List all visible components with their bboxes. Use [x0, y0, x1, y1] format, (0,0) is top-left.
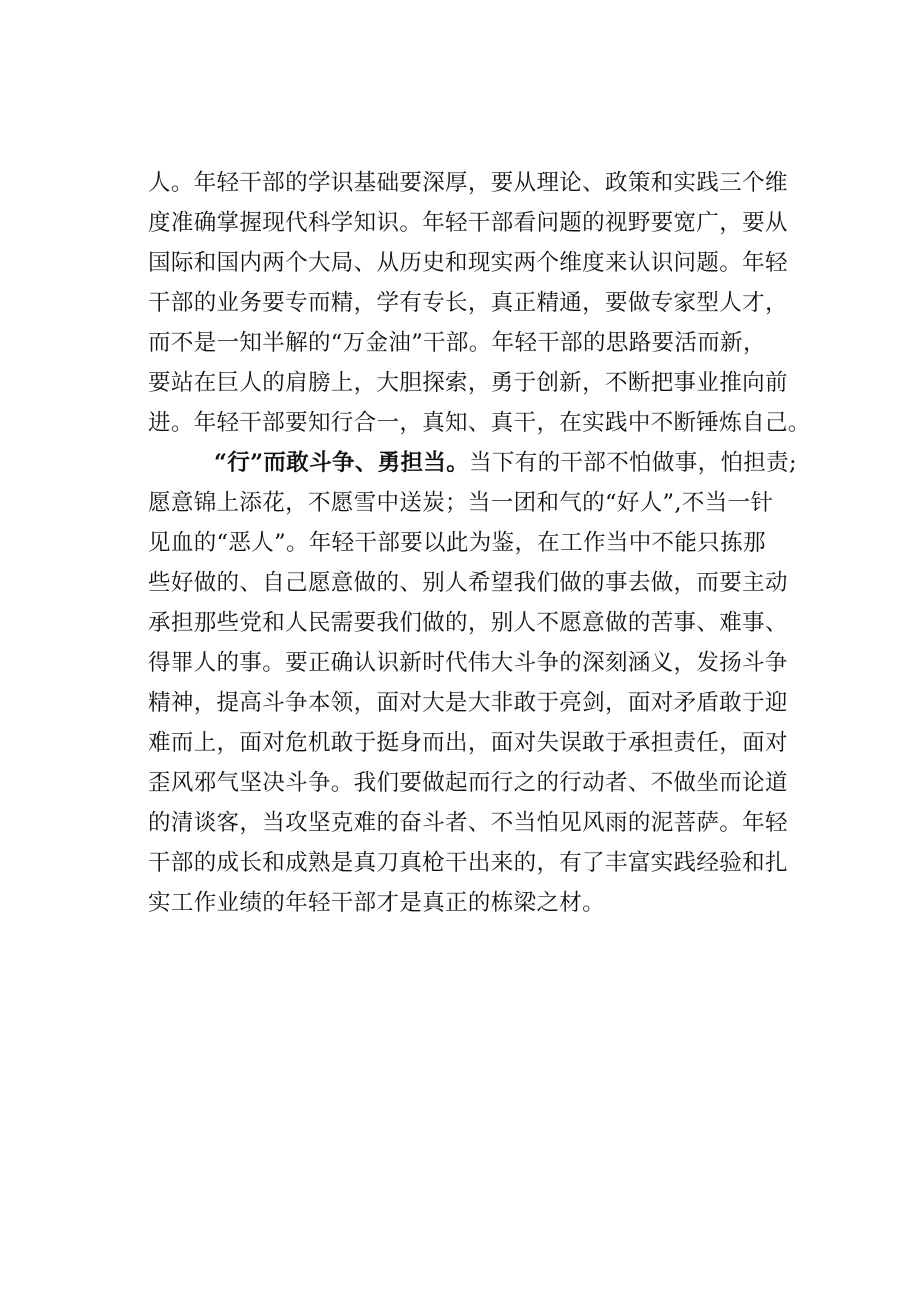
text-line: 精神，提高斗争本领，面对大是大非敢于亮剑，面对矛盾敢于迎 — [148, 690, 788, 716]
text-line: 国际和国内两个大局、从历史和现实两个维度来认识问题。年轻 — [148, 250, 788, 276]
text-line: 人。年轻干部的学识基础要深厚，要从理论、政策和实践三个维 — [148, 170, 788, 196]
text-line: 愿意锦上添花，不愿雪中送炭；当一团和气的“好人”,不当一针 — [148, 490, 774, 516]
text-line: 进。年轻干部要知行合一，真知、真干，在实践中不断锤炼自己。 — [148, 410, 811, 436]
paragraph-heading: “行”而敢斗争、勇担当。 — [214, 450, 470, 476]
paragraph-first-line — [148, 443, 808, 483]
text-line: 要站在巨人的肩膀上，大胆探索，勇于创新，不断把事业推向前 — [148, 370, 788, 396]
body-text — [148, 163, 811, 923]
text-line: 见血的“恶人”。年轻干部要以此为鉴，在工作当中不能只拣那 — [148, 530, 766, 556]
text-line: 干部的业务要专而精，学有专长，真正精通，要做专家型人才， — [148, 290, 788, 316]
text-line: 难而上，面对危机敢于挺身而出，面对失误敢于承担责任，面对 — [148, 730, 788, 756]
text-line: 的清谈客，当攻坚克难的奋斗者、不当怕见风雨的泥菩萨。年轻 — [148, 810, 788, 836]
text-line: 而不是一知半解的“万金油”干部。年轻干部的思路要活而新， — [148, 330, 766, 356]
text-line: 得罪人的事。要正确认识新时代伟大斗争的深刻涵义，发扬斗争 — [148, 650, 788, 676]
text-line: 度准确掌握现代科学知识。年轻干部看问题的视野要宽广，要从 — [148, 210, 788, 236]
text-line: 承担那些党和人民需要我们做的，别人不愿意做的苦事、难事、 — [148, 610, 788, 636]
paragraph-1 — [148, 163, 811, 443]
paragraph-2 — [148, 443, 808, 923]
text-line: 些好做的、自己愿意做的、别人希望我们做的事去做，而要主动 — [148, 570, 788, 596]
text-line: 实工作业绩的年轻干部才是真正的栋梁之材。 — [148, 890, 606, 916]
text-line: 干部的成长和成熟是真刀真枪干出来的，有了丰富实践经验和扎 — [148, 850, 788, 876]
text-line: 歪风邪气坚决斗争。我们要做起而行之的行动者、不做坐而论道 — [148, 770, 788, 796]
paragraph-heading-rest: 当下有的干部不怕做事，怕担责; — [469, 450, 797, 476]
